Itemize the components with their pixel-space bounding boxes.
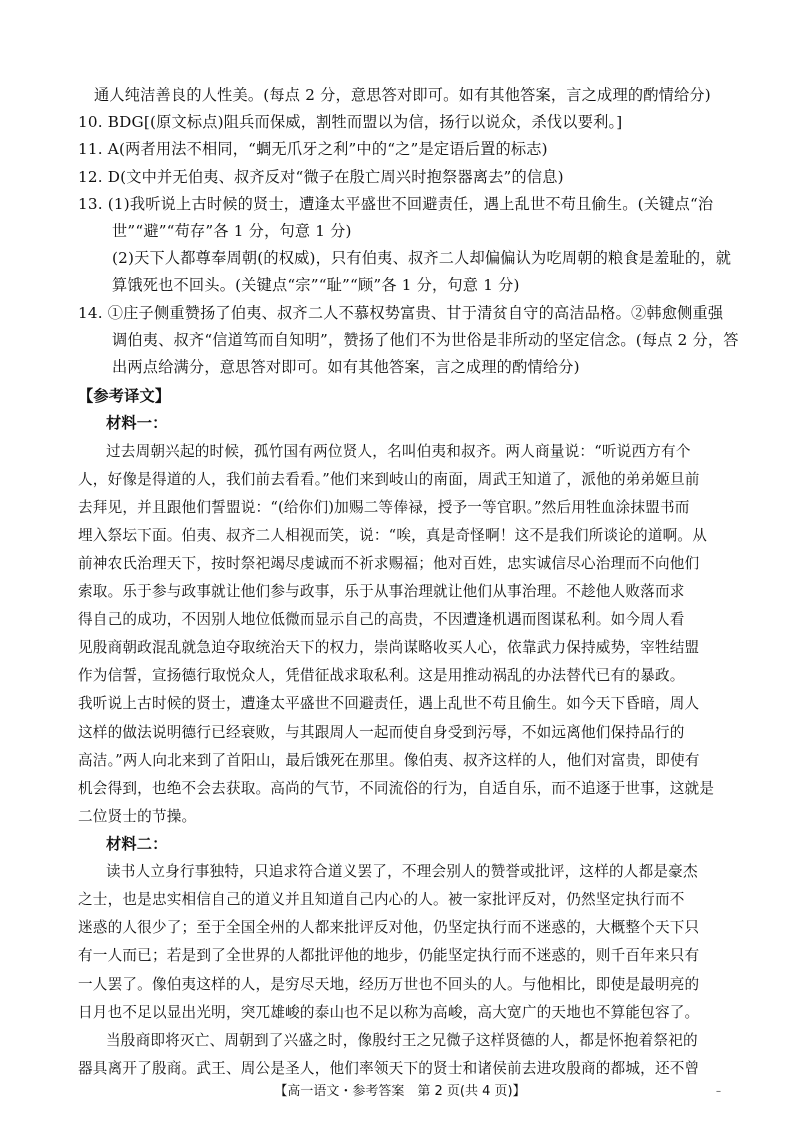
paragraph-line: 得自己的成功，不因别人地位低微而显示自己的高贵，不因遭逢机遇而图谋私利。如今周人看: [78, 611, 685, 629]
paragraph-line: 一人罢了。像伯夷这样的人，是穷尽天地，经历万世也不回头的人。与他相比，即使是最明亮的: [78, 975, 700, 993]
answer-14-cont: 调伯夷、叔齐“信道笃而自知明”，赞扬了他们不为世俗是非所动的坚定信念。(每点 2 分，答: [112, 330, 739, 349]
answer-13-1-cont: 世”“避”“苟存”各 1 分，句意 1 分): [112, 222, 352, 241]
material-one-title: 材料一：: [106, 414, 168, 433]
answer-13-1: 13. (1)我听说上古时候的贤士，遭逢太平盛世不回避责任，遇上乱世不苟且偷生。(关键点“治: [78, 194, 714, 213]
paragraph-line: 索取。乐于参与政事就让他们参与政事，乐于从事治理就让他们从事治理。不趁他人败落而求: [78, 583, 685, 601]
answer-10: 10. BDG[(原文标点)阻兵而保威，割牲而盟以为信，扬行以说众，杀伐以要利。]: [78, 113, 623, 132]
corner-mark: –: [716, 1086, 721, 1097]
paragraph-line: 读书人立身行事独特，只追求符合道义罢了，不理会别人的赞誉或批评，这样的人都是豪杰: [106, 863, 698, 881]
material-one-text: [78, 438, 734, 831]
material-two-text: [78, 858, 734, 1083]
paragraph-line: 之士，也是忠实相信自己的道义并且知道自己内心的人。被一家批评反对，仍然坚定执行而不: [78, 891, 685, 909]
paragraph-line: 我听说上古时候的贤士，遭逢太平盛世不回避责任，遇上乱世不苟且偷生。如今天下昏暗，周人: [78, 695, 700, 713]
answer-13-2: (2)天下人都尊奉周朝(的权威)，只有伯夷、叔齐二人却偏偏认为吃周朝的粮食是羞耻的，就: [112, 249, 732, 268]
paragraph-line: 日月也不足以显出光明，突兀雄峻的泰山也不足以称为高峻，高大宽广的天地也不算能包容了。: [78, 1003, 700, 1021]
answer-content: [78, 82, 739, 1083]
paragraph-line: 二位贤士的节操。: [78, 807, 197, 825]
answer-11: 11. A(两者用法不相同，“蜩无爪牙之利”中的“之”是定语后置的标志): [78, 140, 548, 159]
paragraph-line: 过去周朝兴起的时候，孤竹国有两位贤人，名叫伯夷和叔齐。两人商量说：“听说西方有个: [106, 442, 691, 460]
paragraph-line: 当殷商即将灭亡、周朝到了兴盛之时，像殷纣王之兄微子这样贤德的人，都是怀抱着祭祀的: [106, 1031, 698, 1049]
paragraph-line: 这样的做法说明德行已经衰败，与其跟周人一起而使自身受到污辱，不如远离他们保持品行的: [78, 723, 685, 741]
paragraph-line: 去拜见，并且跟他们誓盟说：“(给你们)加赐二等俸禄，授予一等官职。”然后用牲血涂抹盟书而: [78, 498, 690, 516]
paragraph-line: 前神农氏治理天下，按时祭祀竭尽虔诚而不祈求赐福；他对百姓，忠实诚信尽心治理而不向他们: [78, 555, 700, 573]
reference-heading: 【参考译文】: [78, 387, 171, 406]
paragraph-line: 作为信誓，宣扬德行取悦众人，凭借征战求取私利。这是用推动祸乱的办法替代已有的暴政。: [78, 667, 685, 685]
answer-line: 通人纯洁善良的人性美。(每点 2 分，意思答对即可。如有其他答案，言之成理的酌情给分): [94, 86, 711, 104]
answer-14-cont: 出两点给满分，意思答对即可。如有其他答案，言之成理的酌情给分): [112, 358, 580, 377]
paragraph-line: 迷惑的人很少了；至于全国全州的人都来批评反对他，仍坚定执行而不迷惑的，大概整个天下只: [78, 919, 700, 937]
paragraph-line: 高洁。”两人向北来到了首阳山，最后饿死在那里。像伯夷、叔齐这样的人，他们对富贵，即使有: [78, 751, 700, 769]
page-footer: 【高一语文・参考答案 第 2 页(共 4 页)】: [274, 1084, 526, 1099]
paragraph-line: 机会得到，也绝不会去获取。高尚的气节，不同流俗的行为，自适自乐，而不追逐于世事，这就是: [78, 779, 715, 797]
paragraph-line: 见殷商朝政混乱就急迫夺取统治天下的权力，崇尚谋略收买人心，依靠武力保持威势，宰牲结盟: [78, 639, 700, 657]
paragraph-line: 人，好像是得道的人，我们前去看看。”他们来到岐山的南面，周武王知道了，派他的弟弟姬旦前: [78, 470, 700, 488]
paragraph-line: 有一人而已；若是到了全世界的人都批评他的地步，仍能坚定执行而不迷惑的，则千百年来只有: [78, 947, 700, 965]
paragraph-line: 埋入祭坛下面。伯夷、叔齐二人相视而笑，说：“唉，真是奇怪啊！这不是我们所谈论的道啊。从: [78, 526, 708, 544]
answer-13-2-cont: 算饿死也不回头。(关键点“宗”“耻”“顾”各 1 分，句意 1 分): [112, 276, 520, 295]
paragraph-line: 器具离开了殷商。武王、周公是圣人，他们率领天下的贤士和诸侯前去进攻殷商的都城，还不曾: [78, 1059, 700, 1077]
answer-14: 14. ①庄子侧重赞扬了伯夷、叔齐二人不慕权势富贵、甘于清贫自守的高洁品格。②韩愈侧重强: [78, 303, 724, 322]
answer-12: 12. D(文中并无伯夷、叔齐反对“微子在殷亡周兴时抱祭器离去”的信息): [78, 167, 564, 186]
material-two-title: 材料二：: [106, 834, 168, 853]
